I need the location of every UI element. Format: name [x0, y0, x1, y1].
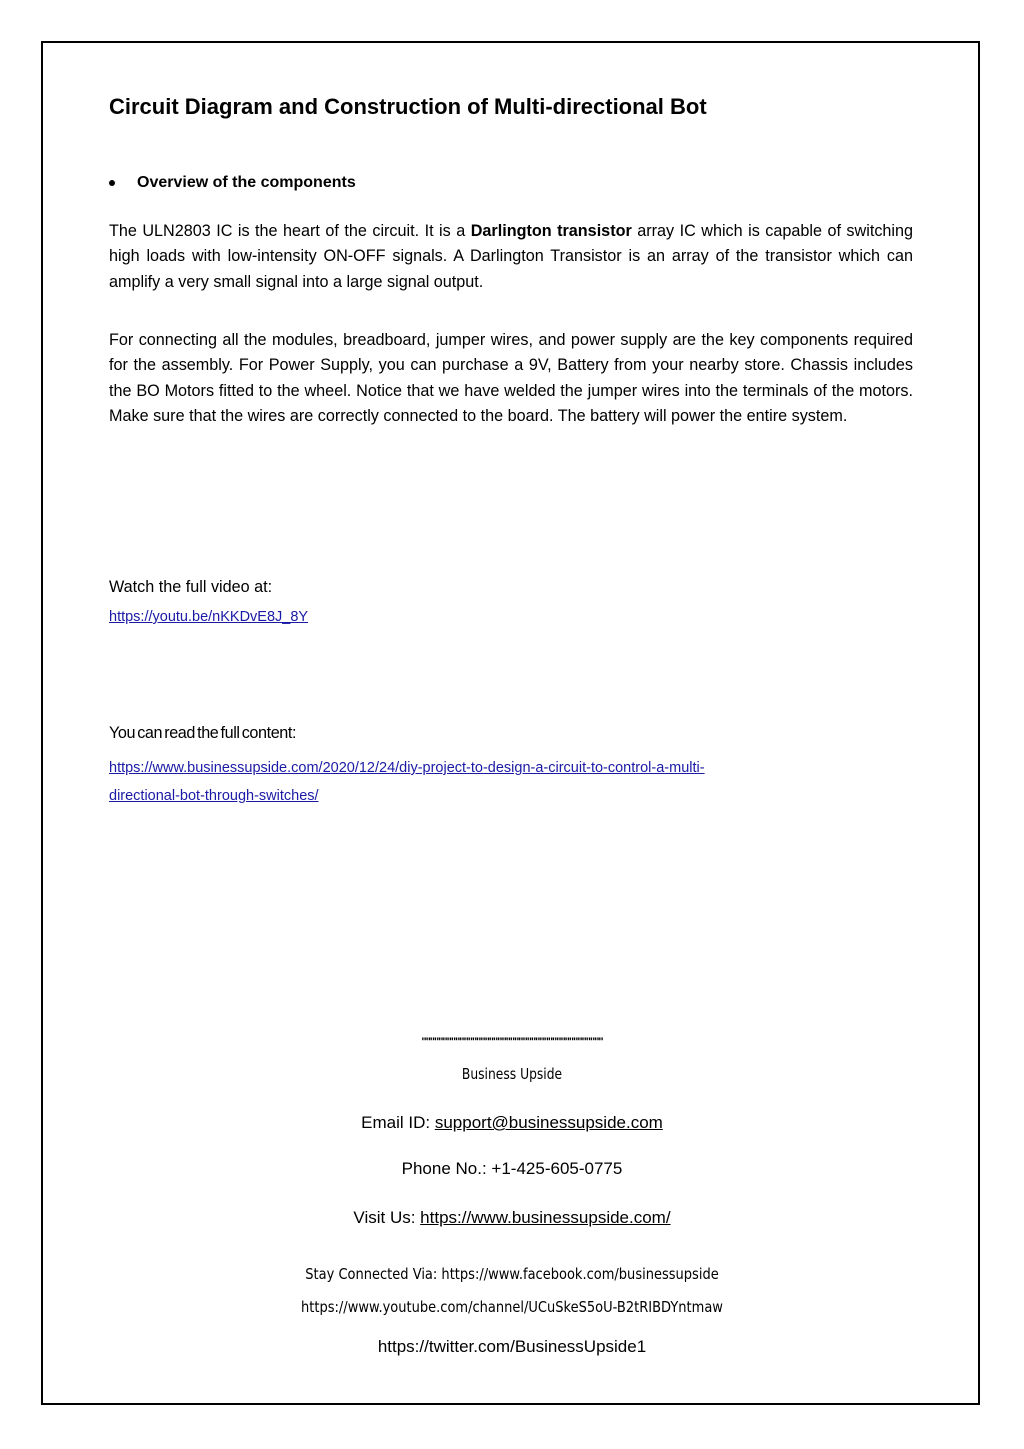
bullet-item — [109, 174, 356, 192]
video-label: Watch the full video at: — [109, 578, 273, 596]
email-label: Email ID: — [361, 1113, 435, 1132]
footer-visit — [0, 1208, 1024, 1228]
video-link[interactable]: https://youtu.be/nKKDvE8J_8Y — [109, 609, 309, 625]
document-body — [109, 92, 914, 804]
footer-phone: Phone No.: +1-425-605-0775 — [401, 1159, 623, 1178]
footer-separator — [0, 1036, 1024, 1048]
paragraph-components: For connecting all the modules, breadboard, jumper wires, and power supply are the key components required for the assembly. For Power Supply, you can purchase a 9V, Battery from your nearby store. Chassis includes the BO Motors fitted to the wheel. Notice that we have welded the jumper wires into the terminals of the motors. Make sure that the wires are correctly connected to the board. The battery will power the entire system. — [109, 331, 913, 425]
separator-text: """"""""""""""""""""""""""""""""""""""""""" — [421, 1036, 603, 1048]
paragraph-text: The ULN2803 IC is the heart of the circuit. It is a — [109, 222, 471, 240]
document-title: Circuit Diagram and Construction of Multi-directional Bot — [109, 94, 707, 119]
footer-brand: Business Upside — [461, 1065, 563, 1083]
email-link[interactable]: support@businessupside.com — [434, 1113, 663, 1132]
visit-label: Visit Us: — [353, 1208, 421, 1227]
content-link-line2[interactable]: directional-bot-through-switches/ — [109, 788, 319, 804]
content-link-wrapper — [109, 754, 919, 810]
visit-link[interactable]: https://www.businessupside.com/ — [420, 1208, 671, 1227]
content-link-line1[interactable]: https://www.businessupside.com/2020/12/24/diy-project-to-design-a-circuit-to-control-a-multi- — [109, 760, 705, 776]
bold-term: Darlington transistor — [470, 222, 632, 240]
footer-stay-connected: Stay Connected Via: https://www.facebook.com/businessupside — [305, 1265, 719, 1283]
content-label: You can read the full content: — [109, 724, 297, 742]
footer-youtube: https://www.youtube.com/channel/UCuSkeS5oU-B2tRIBDYntmaw — [301, 1298, 723, 1316]
footer-twitter: https://twitter.com/BusinessUpside1 — [377, 1337, 647, 1356]
footer-email — [0, 1113, 1024, 1133]
video-link-wrapper — [109, 603, 308, 631]
paragraph-text: array IC which is capable of switching high loads with low-intensity ON-OFF signals. A Darlington Transistor is an array of the transistor which can amplify a very small signal into a large signal output. — [109, 222, 914, 291]
bullet-heading: Overview of the components — [137, 174, 356, 191]
bullet-icon — [109, 180, 115, 186]
paragraph-uln2803 — [109, 219, 913, 295]
